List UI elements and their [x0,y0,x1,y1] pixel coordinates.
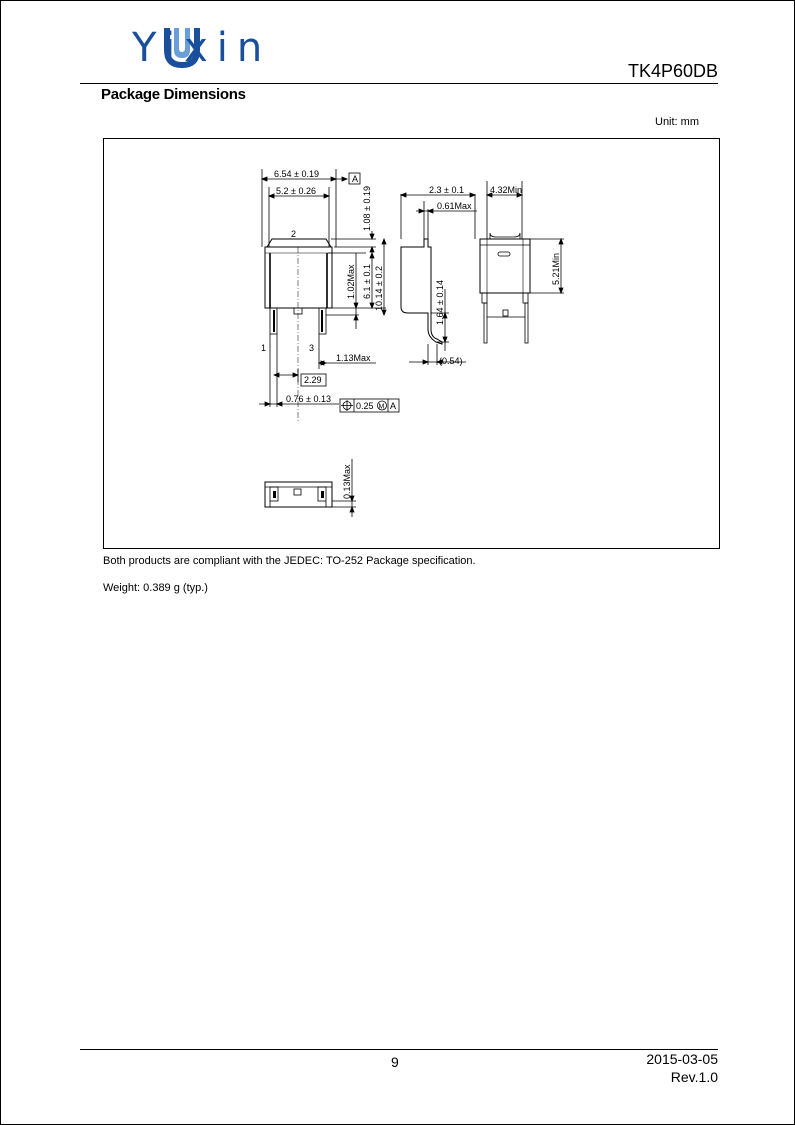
dim-2-3: 2.3 ± 0.1 [429,185,464,195]
header-rule [80,83,718,84]
pin3-label: 3 [309,343,315,353]
dim-0-61max: 0.61Max [437,201,472,211]
dim-1-64: 1.64 ± 0.14 [435,280,445,325]
pin2-label: 2 [291,229,297,239]
page-number: 9 [391,1054,399,1070]
datum-a-box: A [352,174,359,184]
footer-revision: Rev.1.0 [670,1069,718,1085]
unit-label: Unit: mm [655,116,699,128]
dim-2-29: 2.29 [304,375,322,385]
back-view [480,181,564,343]
package-dimension-drawing [104,139,719,548]
compliance-note: Both products are compliant with the JEDEC: TO-252 Package specification. [103,555,476,567]
dim-6-1: 6.1 ± 0.1 [362,264,372,299]
part-number: TK4P60DB [627,61,718,81]
footer-rule [80,1049,718,1050]
tol-datum: A [390,401,397,411]
front-view [259,169,399,421]
dim-5-21min: 5.21Min [551,252,561,285]
dim-0-54: (0.54) [439,356,463,366]
bottom-view [265,459,356,517]
dim-5-2: 5.2 ± 0.26 [276,186,316,196]
pin1-label: 1 [261,343,267,353]
side-view [401,185,477,366]
dim-1-02max: 1.02Max [346,264,356,299]
package-drawing-frame [103,138,720,549]
brand-name: Yixin [132,25,272,71]
dim-4-32min: 4.32Min [490,185,523,195]
dim-1-08: 1.08 ± 0.19 [362,186,372,231]
tol-0-25: 0.25 [356,401,374,411]
dim-0-76: 0.76 ± 0.13 [286,394,331,404]
tol-m: M [378,403,385,411]
footer-date: 2015-03-05 [646,1051,718,1067]
dim-6-54: 6.54 ± 0.19 [274,169,319,179]
dim-10-14: 10.14 ± 0.2 [374,266,384,311]
dim-0-13max: 0.13Max [342,464,352,499]
dim-1-13max: 1.13Max [336,353,371,363]
section-title: Package Dimensions [101,86,246,103]
weight-note: Weight: 0.389 g (typ.) [103,582,208,594]
